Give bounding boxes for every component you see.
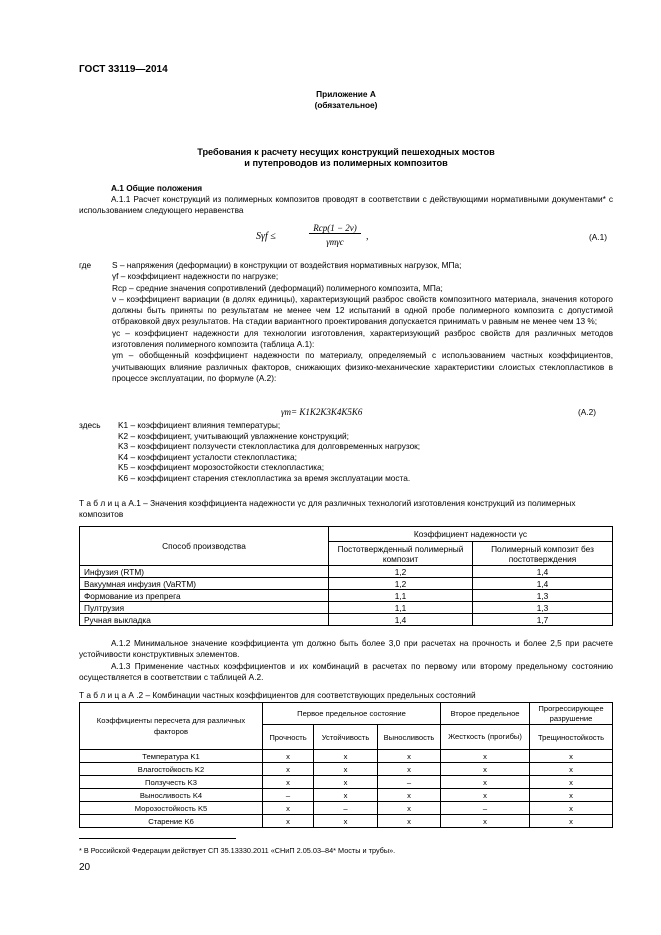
table2-sub-stability: Устойчивость bbox=[314, 725, 378, 750]
table2-caption-text: – Комбинации частных коэффициентов для соответствующих предельных состояний bbox=[143, 690, 476, 700]
table2-cell: x bbox=[441, 750, 530, 763]
formula-a2: γm= K1K2K3K4K5K6 bbox=[281, 407, 363, 417]
formula-a1-number: (А.1) bbox=[589, 232, 607, 242]
where-label: где bbox=[79, 260, 92, 270]
table1-cell-method: Пултрузия bbox=[80, 602, 329, 614]
definition-r-sr: Rср – средние значения сопротивлений (деформаций) полимерного композита, МПа; bbox=[112, 282, 443, 293]
table2-cell: x bbox=[378, 789, 441, 802]
table1-head-col2: Полимерный композит без постотверждения bbox=[473, 542, 613, 566]
table2-cell-name: Ползучесть K3 bbox=[80, 776, 263, 789]
table-row bbox=[80, 815, 613, 828]
table1-cell-v1: 1,2 bbox=[329, 566, 473, 578]
table2-sub-strength: Прочность bbox=[263, 725, 314, 750]
table2-cell: x bbox=[378, 802, 441, 815]
table-a2 bbox=[79, 702, 613, 828]
paragraph-a13: А.1.3 Применение частных коэффициентов и их комбинаций в расчетах по первому или второму предельному состоянию осуществляется в соответствии с таблицей А.2. bbox=[79, 661, 613, 683]
table1-cell-v2: 1,4 bbox=[473, 578, 613, 590]
table2-cell: x bbox=[314, 750, 378, 763]
table2-cell-name: Влагостойкость K2 bbox=[80, 763, 263, 776]
table2-cell: x bbox=[530, 802, 613, 815]
table2-cell-name: Температура K1 bbox=[80, 750, 263, 763]
table-row bbox=[80, 789, 613, 802]
table1-cell-v1: 1,2 bbox=[329, 578, 473, 590]
table2-cell: – bbox=[441, 802, 530, 815]
table2-cell: x bbox=[441, 776, 530, 789]
table-row bbox=[80, 590, 613, 602]
table-row bbox=[80, 578, 613, 590]
table2-sub-endurance: Выносливость bbox=[378, 725, 441, 750]
table2-cell: x bbox=[314, 815, 378, 828]
definition-k1: K1 – коэффициент влияния температуры; bbox=[118, 420, 281, 430]
table2-cell: x bbox=[263, 750, 314, 763]
table2-cell: x bbox=[530, 815, 613, 828]
table-a1 bbox=[79, 526, 613, 626]
table2-cell: x bbox=[314, 763, 378, 776]
table1-cell-v2: 1,7 bbox=[473, 614, 613, 626]
table2-cell-name: Морозостойкость K5 bbox=[80, 802, 263, 815]
footnote: * В Российской Федерации действует СП 35.13330.2011 «СНиП 2.05.03–84* Мосты и трубы». bbox=[79, 846, 396, 855]
table2-sub-stiffness: Жесткость (прогибы) bbox=[441, 725, 530, 750]
definition-gamma-c: γc – коэффициент надежности для технологии изготовления, характеризующий разброс свойств для различных методов изготовления полимерного композита (таблица А.1): bbox=[112, 327, 613, 350]
table2-cell: – bbox=[378, 776, 441, 789]
table1-head-coef: Коэффициент надежности γc bbox=[329, 527, 613, 542]
definitions-list bbox=[112, 260, 613, 384]
table1-cell-method: Формование из препрега bbox=[80, 590, 329, 602]
table-row bbox=[80, 776, 613, 789]
table2-cell: x bbox=[530, 776, 613, 789]
here-label: здесь bbox=[79, 420, 101, 430]
definition-nu: ν – коэффициент вариации (в долях единицы), характеризующий разброс свойств композитного материала, значения которого должны быть приняты по результатам не менее чем 12 испытаний в одной пробе полимерного композита с допустимой отбраковкой двух результатов. На стадии вариантного проектирования допускается принимать ν равным не менее чем 13 %; bbox=[112, 293, 613, 327]
definition-k2: K2 – коэффициент, учитывающий увлажнение конструкций; bbox=[118, 430, 349, 441]
table-row bbox=[80, 750, 613, 763]
document-code: ГОСТ 33119—2014 bbox=[79, 64, 168, 75]
section-heading-line1: Требования к расчету несущих конструкций пешеходных мостов bbox=[197, 147, 495, 157]
table2-cell: x bbox=[263, 802, 314, 815]
definition-k6: K6 – коэффициент старения стеклопластика за время эксплуатации моста. bbox=[118, 472, 411, 483]
definition-k4: K4 – коэффициент усталости стеклопластика; bbox=[118, 451, 297, 462]
table-row bbox=[80, 566, 613, 578]
table2-caption-prefix: Т а б л и ц а А .2 bbox=[79, 690, 144, 700]
table2-head-progressive: Прогрессирующее разрушение bbox=[530, 703, 613, 725]
table2-head-second: Второе предельное bbox=[441, 703, 530, 725]
table2-cell: x bbox=[378, 763, 441, 776]
table1-caption bbox=[79, 498, 613, 520]
formula-a1-comma: , bbox=[366, 231, 369, 242]
table2-cell-name: Старение K6 bbox=[80, 815, 263, 828]
table2-cell: x bbox=[314, 789, 378, 802]
table2-cell: x bbox=[314, 776, 378, 789]
page-number: 20 bbox=[79, 862, 91, 873]
formula-a1-numerator: Rср(1 − 2ν) bbox=[309, 223, 361, 234]
table2-caption bbox=[79, 690, 476, 700]
table1-cell-v1: 1,1 bbox=[329, 602, 473, 614]
table1-cell-method: Вакуумная инфузия (VaRTM) bbox=[80, 578, 329, 590]
table-row bbox=[80, 602, 613, 614]
appendix-title: Приложение А bbox=[316, 89, 376, 99]
table2-cell: x bbox=[530, 789, 613, 802]
table-row bbox=[80, 763, 613, 776]
table2-cell: x bbox=[441, 763, 530, 776]
table2-sub-crack: Трещиностойкость bbox=[530, 725, 613, 750]
table1-caption-prefix: Т а б л и ц а А.1 bbox=[79, 498, 141, 508]
table2-cell: x bbox=[441, 789, 530, 802]
table1-head-col1: Постотвержденный полимерный композит bbox=[329, 542, 473, 566]
paragraph-a11: А.1.1 Расчет конструкций из полимерных композитов проводят в соответствии с действующими нормативными документами* с использованием следующего неравенства bbox=[79, 194, 613, 216]
table2-cell: x bbox=[530, 750, 613, 763]
table1-cell-v2: 1,4 bbox=[473, 566, 613, 578]
section-heading-line2: и путепроводов из полимерных композитов bbox=[244, 158, 448, 168]
definition-s: S – напряжения (деформации) в конструкции от воздействия нормативных нагрузок, МПа; bbox=[112, 260, 462, 270]
table1-head-method: Способ производства bbox=[80, 527, 329, 566]
table2-cell: x bbox=[263, 776, 314, 789]
table-row bbox=[80, 614, 613, 626]
table2-head-first: Первое предельное состояние bbox=[263, 703, 441, 725]
table1-cell-v2: 1,3 bbox=[473, 590, 613, 602]
table1-caption-text: – Значения коэффициента надежности γc для различных технологий изготовления конструкций из полимерных композитов bbox=[79, 498, 576, 519]
subsection-title: А.1 Общие положения bbox=[111, 183, 203, 193]
table1-cell-v1: 1,4 bbox=[329, 614, 473, 626]
footnote-divider bbox=[79, 838, 236, 839]
table2-cell: x bbox=[441, 815, 530, 828]
table2-head-factors: Коэффициенты пересчета для различных факторов bbox=[80, 703, 263, 750]
definition-gamma-f: γf – коэффициент надежности по нагрузке; bbox=[112, 271, 279, 282]
table2-cell: x bbox=[378, 750, 441, 763]
table2-cell: x bbox=[263, 815, 314, 828]
table1-cell-method: Ручная выкладка bbox=[80, 614, 329, 626]
formula-a1-denominator: γmγc bbox=[326, 237, 344, 247]
table2-cell: x bbox=[378, 815, 441, 828]
k-definitions-list bbox=[118, 420, 613, 484]
table1-cell-method: Инфузия (RTM) bbox=[80, 566, 329, 578]
formula-a1-lhs: Sγf ≤ bbox=[256, 231, 276, 242]
definition-k5: K5 – коэффициент морозостойкости стеклопластика; bbox=[118, 462, 325, 473]
table1-cell-v1: 1,1 bbox=[329, 590, 473, 602]
table-row bbox=[80, 802, 613, 815]
table2-cell: x bbox=[263, 763, 314, 776]
formula-a2-number: (А.2) bbox=[578, 407, 596, 417]
paragraph-a12: А.1.2 Минимальное значение коэффициента γm должно быть более 3,0 при расчетах на прочность и более 2,5 при расчете устойчивости конструктивных элементов. bbox=[79, 638, 613, 660]
table1-cell-v2: 1,3 bbox=[473, 602, 613, 614]
table2-cell: – bbox=[263, 789, 314, 802]
appendix-subtitle: (обязательное) bbox=[314, 100, 378, 110]
table2-cell: – bbox=[314, 802, 378, 815]
definition-k3: K3 – коэффициент ползучести стеклопластика для долговременных нагрузок; bbox=[118, 441, 421, 452]
table2-cell: x bbox=[530, 763, 613, 776]
definition-gamma-m: γm – обобщенный коэффициент надежности по материалу, определяемый с использованием частных коэффициентов, учитывающих влияние различных факторов, снижающих физико-механические характеристики слоистых стеклопластиков в процессе эксплуатации, по формуле (А.2): bbox=[112, 350, 613, 383]
table2-cell-name: Выносливость K4 bbox=[80, 789, 263, 802]
